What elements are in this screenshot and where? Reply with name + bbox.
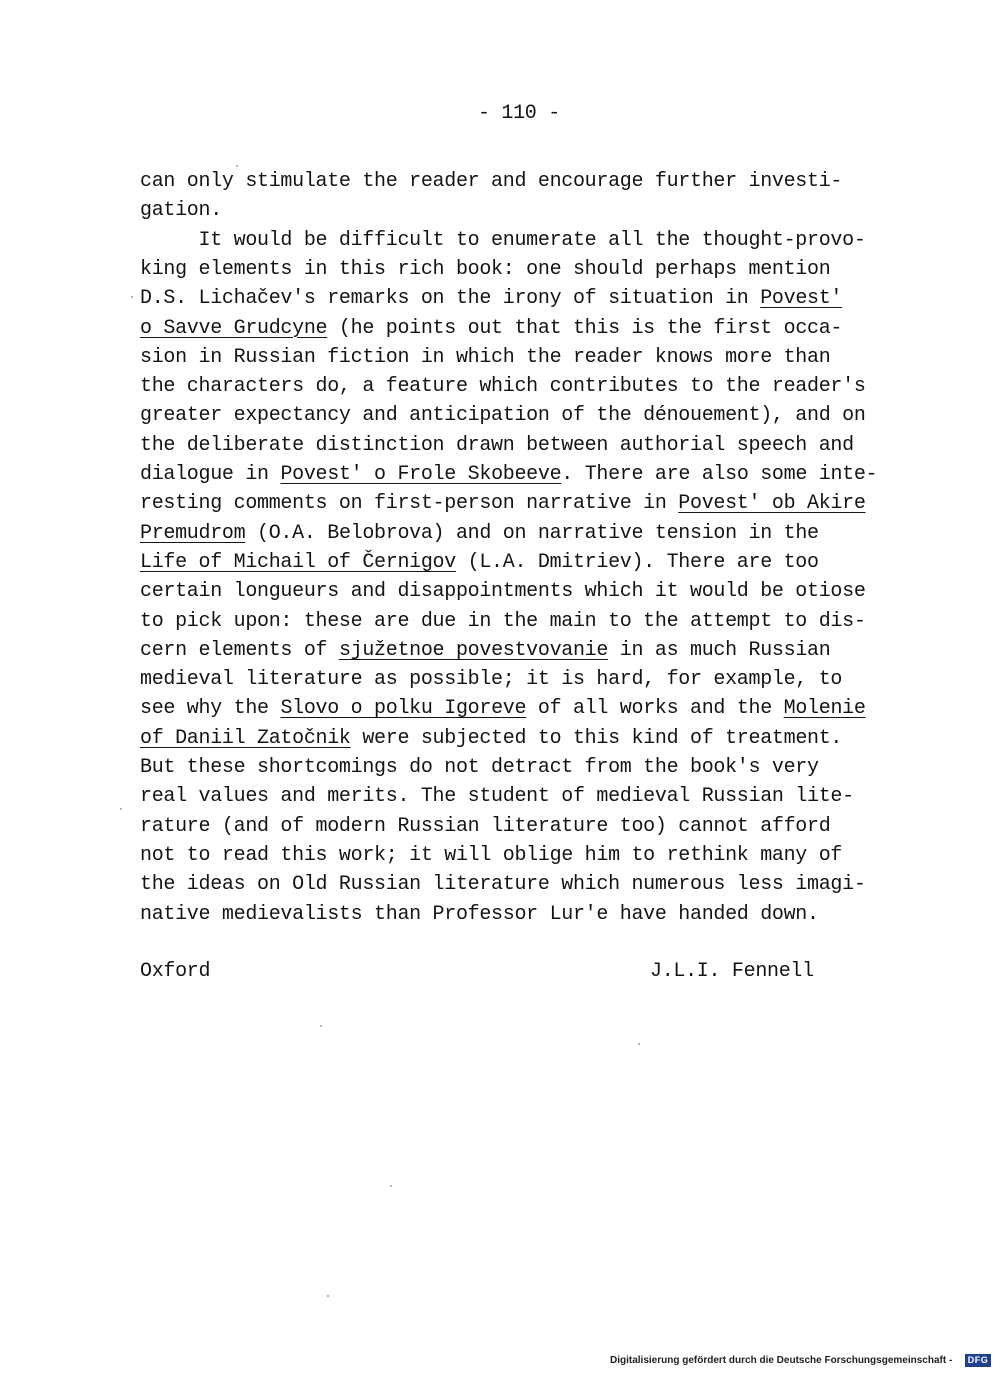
text-segment: in as much Russian — [608, 638, 831, 662]
underlined-title: Life of Michail of Černigov — [140, 550, 456, 574]
scan-speck — [638, 1043, 640, 1045]
underlined-title: Povest' — [760, 287, 843, 311]
text-segment: king elements in this rich book: one should perhaps mention — [140, 257, 831, 281]
text-line — [140, 551, 819, 574]
scan-speck — [131, 296, 133, 298]
text-segment: not to read this work; it will oblige him to rethink many of — [140, 843, 843, 867]
text-line — [140, 785, 854, 808]
signature-author: J.L.I. Fennell — [650, 960, 814, 983]
text-line — [140, 375, 866, 398]
text-line — [140, 317, 842, 340]
text-segment: (O.A. Belobrova) and on narrative tension in the — [245, 521, 819, 545]
text-line — [140, 522, 819, 545]
text-segment: the deliberate distinction drawn between authorial speech and — [140, 433, 854, 457]
text-segment: sion in Russian fiction in which the reader knows more than — [140, 345, 831, 369]
text-line — [140, 903, 819, 926]
text-segment: were subjected to this kind of treatment. — [350, 726, 843, 750]
text-segment: medieval literature as possible; it is hard, for example, to — [140, 668, 843, 692]
text-segment: can only stimulate the reader and encourage further investi- — [140, 170, 843, 193]
text-segment: D.S. Lichačev's remarks on the irony of situation in — [140, 287, 761, 311]
text-line — [140, 492, 866, 515]
text-line — [140, 258, 830, 281]
scan-speck — [327, 1295, 329, 1297]
underlined-title: Povest' ob Akire — [678, 492, 866, 516]
underlined-title: o Savve Grudcyne — [140, 316, 328, 340]
text-segment: see why the — [140, 697, 281, 721]
text-line — [140, 815, 830, 838]
underlined-title: Slovo o polku Igoreve — [280, 697, 527, 721]
text-segment: rature (and of modern Russian literature too) cannot afford — [140, 814, 831, 838]
page-number: - 110 - — [478, 102, 560, 125]
text-segment: the ideas on Old Russian literature which numerous less imagi- — [140, 873, 866, 897]
text-segment: dialogue in — [140, 463, 281, 486]
text-segment: (he points out that this is the first occa- — [327, 316, 843, 340]
text-segment: greater expectancy and anticipation of the dénouement), and on — [140, 404, 866, 428]
underlined-title: sjužetnoe povestvovanie — [338, 638, 609, 662]
text-line — [140, 229, 866, 252]
text-segment: real values and merits. The student of medieval Russian lite- — [140, 785, 854, 809]
text-segment: (L.A. Dmitriev). There are too — [455, 550, 819, 574]
text-line — [140, 668, 842, 691]
text-segment: resting comments on first-person narrative in — [140, 492, 679, 516]
text-line — [140, 199, 222, 222]
underlined-title: Povest' o Frole Skobeeve — [280, 463, 562, 486]
text-line — [140, 287, 842, 310]
text-segment: . There are also some inte- — [561, 463, 878, 486]
text-segment: native medievalists than Professor Lur'e have handed down. — [140, 902, 819, 926]
text-line — [140, 727, 842, 750]
underlined-title: Premudrom — [140, 521, 246, 545]
text-line — [140, 170, 842, 193]
text-line — [140, 434, 854, 457]
text-segment: gation. — [140, 199, 222, 223]
text-line — [140, 580, 866, 603]
text-line — [140, 697, 866, 720]
text-segment: of all works and the — [526, 697, 784, 721]
text-line — [140, 346, 830, 369]
underlined-title: of Daniil Zatočnik — [140, 726, 351, 750]
text-line — [140, 463, 877, 486]
scan-speck — [236, 165, 238, 167]
signature-place: Oxford — [140, 960, 211, 983]
digitization-credit: Digitalisierung gefördert durch die Deutsche Forschungsgemeinschaft - — [610, 1355, 953, 1366]
text-segment: But these shortcomings do not detract from the book's very — [140, 756, 819, 779]
text-line — [140, 844, 842, 867]
text-line — [140, 404, 866, 427]
text-segment: the characters do, a feature which contributes to the reader's — [140, 375, 866, 399]
text-segment: to pick upon: these are due in the main to the attempt to dis- — [140, 609, 866, 633]
scan-speck — [390, 1185, 392, 1187]
scan-speck — [320, 1025, 322, 1027]
text-segment: It would be difficult to enumerate all the thought-provo- — [140, 228, 866, 252]
scan-speck — [120, 808, 122, 810]
text-segment: certain longueurs and disappointments which it would be otiose — [140, 580, 866, 604]
underlined-title: Molenie — [783, 697, 866, 721]
text-line — [140, 610, 866, 633]
text-line — [140, 639, 830, 662]
text-segment: cern elements of — [140, 638, 339, 662]
text-line — [140, 756, 819, 779]
text-line — [140, 873, 866, 896]
dfg-logo: DFG — [965, 1354, 991, 1367]
